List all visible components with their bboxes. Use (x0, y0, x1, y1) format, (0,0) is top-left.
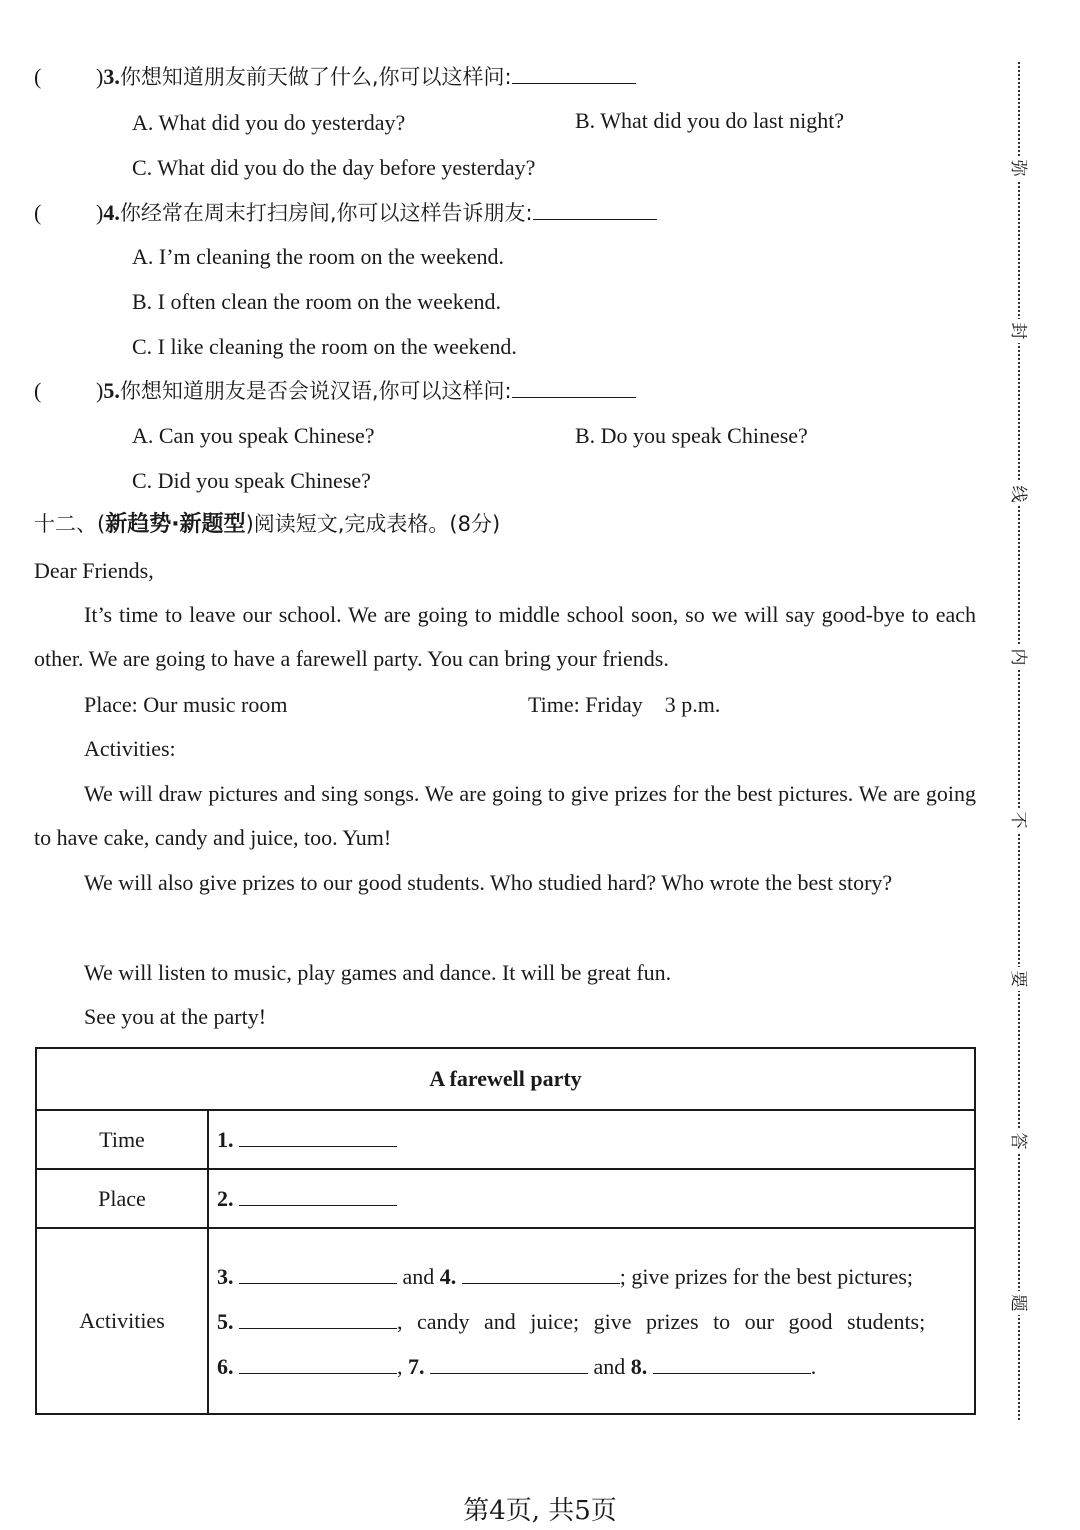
answer-blank-7[interactable] (430, 1353, 588, 1374)
table-title: A farewell party (36, 1048, 975, 1110)
blank-number: 8. (630, 1353, 648, 1379)
activities-label: Activities (36, 1228, 208, 1414)
question-number: 4. (103, 200, 120, 225)
blank-number: 3. (217, 1263, 234, 1289)
answer-blank-1[interactable] (239, 1126, 397, 1147)
answer-blank[interactable] (512, 63, 636, 84)
answer-paren-open: ( (34, 64, 42, 89)
letter-closing: See you at the party! (84, 1004, 267, 1029)
option-a: A. I’m cleaning the room on the weekend. (132, 244, 505, 269)
activities-line-3 (217, 1344, 973, 1389)
blank-number: 1. (217, 1127, 234, 1152)
answer-paren-close: ) (96, 378, 104, 403)
answer-paren-close: ) (96, 64, 104, 89)
blank-number: 2. (217, 1186, 234, 1211)
binding-char: 弥 (1005, 156, 1031, 180)
blank-number: 5. (217, 1308, 234, 1334)
question-3 (34, 62, 636, 92)
activities-text: ; give prizes for the best pictures; (619, 1263, 914, 1289)
answer-blank[interactable] (512, 377, 636, 398)
letter-place: Place: Our music room (84, 692, 288, 717)
option-b: B. Do you speak Chinese? (575, 423, 808, 448)
letter-time: Time: Friday 3 p.m. (528, 692, 721, 717)
binding-char: 要 (1005, 967, 1031, 991)
section-instruction: )阅读短文,完成表格。(8分) (245, 512, 501, 536)
option-c: C. What did you do the day before yesterday? (132, 155, 536, 180)
letter-activities-label: Activities: (84, 736, 176, 761)
option-a: A. Can you speak Chinese? (132, 423, 375, 448)
answer-paren-close: ) (96, 200, 104, 225)
binding-char: 线 (1005, 482, 1031, 506)
letter-paragraph-2: We will draw pictures and sing songs. We are going to give prizes for the best pictures. We are going to have cake, candy and juice, too. Yum! (34, 781, 976, 850)
question-4 (34, 198, 657, 228)
time-answer-cell (208, 1110, 975, 1169)
activities-line-1 (217, 1254, 973, 1299)
option-b: B. What did you do last night? (575, 108, 845, 133)
answer-blank-6[interactable] (239, 1353, 397, 1374)
answer-blank-2[interactable] (239, 1185, 397, 1206)
table-row-place (36, 1169, 975, 1228)
answer-blank-4[interactable] (462, 1263, 620, 1284)
letter-paragraph-1: It’s time to leave our school. We are going to middle school soon, so we will say good-bye to each other. We are going to have a farewell party. You can bring your friends. (34, 602, 976, 671)
page-number: 第4页, 共5页 (463, 1496, 617, 1526)
connector-text: and (593, 1353, 626, 1379)
letter-paragraph-4: We will listen to music, play games and dance. It will be great fun. (84, 960, 672, 985)
answer-blank-3[interactable] (239, 1263, 397, 1284)
time-label: Time (36, 1110, 208, 1169)
connector-text: . (810, 1353, 817, 1379)
section-tag: 新趋势·新题型 (105, 512, 246, 537)
answer-paren-open: ( (34, 378, 42, 403)
blank-number: 7. (408, 1353, 425, 1379)
section-heading (34, 508, 500, 541)
table-row-time (36, 1110, 975, 1169)
connector-text: , (397, 1353, 403, 1379)
activities-text: , candy and juice; give prizes to our good students; (397, 1308, 926, 1334)
option-c: C. Did you speak Chinese? (132, 468, 371, 493)
place-label: Place (36, 1169, 208, 1228)
answer-blank-5[interactable] (239, 1308, 397, 1329)
answer-paren-open: ( (34, 200, 42, 225)
question-5 (34, 376, 636, 406)
binding-char: 不 (1005, 808, 1031, 832)
answer-blank[interactable] (533, 199, 657, 220)
binding-char: 封 (1005, 319, 1031, 343)
activities-answer-cell (208, 1228, 975, 1414)
binding-char: 题 (1005, 1291, 1031, 1315)
table-row-activities (36, 1228, 975, 1414)
binding-char: 答 (1005, 1129, 1031, 1153)
question-number: 5. (103, 378, 120, 403)
connector-text: and (402, 1263, 435, 1289)
blank-number: 6. (217, 1353, 234, 1379)
place-answer-cell (208, 1169, 975, 1228)
option-b: B. I often clean the room on the weekend. (132, 289, 501, 314)
answer-blank-8[interactable] (653, 1353, 811, 1374)
letter-greeting: Dear Friends, (34, 558, 154, 583)
letter-paragraph-3: We will also give prizes to our good students. Who studied hard? Who wrote the best story? (84, 870, 893, 895)
question-number: 3. (103, 64, 120, 89)
binding-dotted-line (1018, 62, 1020, 1420)
farewell-party-table (35, 1047, 976, 1415)
question-prompt: 你经常在周末打扫房间,你可以这样告诉朋友: (119, 201, 533, 225)
section-number: 十二、( (34, 512, 106, 536)
activities-line-2 (217, 1299, 973, 1344)
blank-number: 4. (439, 1263, 457, 1289)
question-prompt: 你想知道朋友前天做了什么,你可以这样问: (119, 65, 512, 89)
option-c: C. I like cleaning the room on the weekend. (132, 334, 517, 359)
binding-char: 内 (1005, 645, 1031, 669)
question-prompt: 你想知道朋友是否会说汉语,你可以这样问: (119, 379, 512, 403)
option-a: A. What did you do yesterday? (132, 110, 406, 135)
